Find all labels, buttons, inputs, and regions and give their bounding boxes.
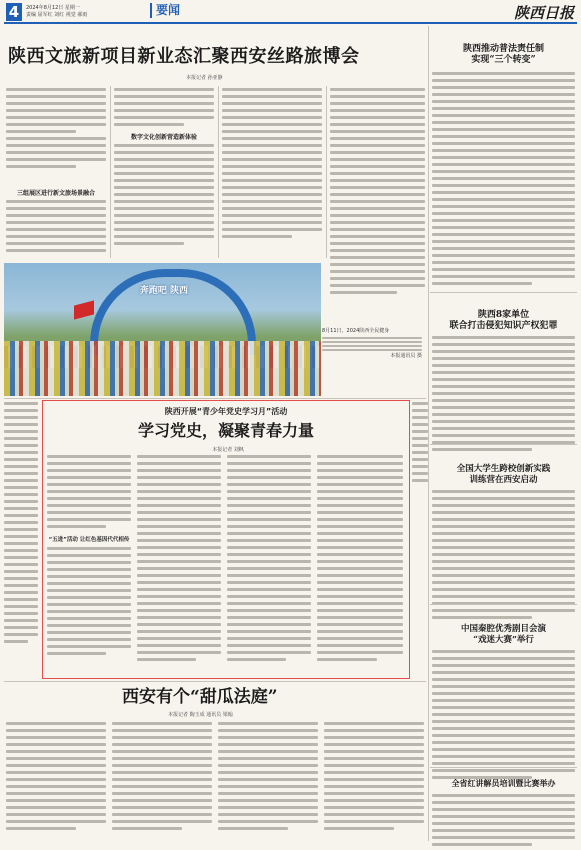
page-number: 4 xyxy=(6,3,22,21)
section-label: 要闻 xyxy=(150,3,216,18)
lead-headline: 陕西文旅新项目新业态汇聚西安丝路旅博会 xyxy=(8,46,360,67)
lead-byline: 本报记者 孙亚静 xyxy=(186,75,223,81)
newspaper-logo: 陕西日报 xyxy=(513,4,574,22)
boxed-column-3 xyxy=(227,455,311,673)
editor-line: 责编 屈军红 刘红 视觉 郝雨 xyxy=(26,12,88,18)
boxed-column-1 xyxy=(47,455,131,673)
bottom-column-3 xyxy=(218,722,318,840)
red-flag xyxy=(74,300,94,319)
boxed-column-2 xyxy=(137,455,221,673)
right-article-4-title: 中国秦腔优秀剧目会演 “戏迷大赛”举行 xyxy=(460,624,546,645)
right-article-2-title: 陕西8家单位 联合打击侵犯知识产权犯罪 xyxy=(449,310,558,331)
lead-subhead-1: 三组展区进行新文旅场景融合 xyxy=(16,190,95,197)
right-article-5-title: 全省红讲解员培训暨比赛举办 xyxy=(451,778,556,788)
photo-caption: 8月11日，2024陕西全民健身 本报通讯员 摄 xyxy=(322,328,422,359)
bottom-headline: 西安有个“甜瓜法庭” xyxy=(122,687,278,707)
right-article-1-title: 陕西推动普法责任制 实现“三个转变” xyxy=(462,44,544,65)
header-info xyxy=(26,5,136,19)
boxed-headline: 学习党史，凝聚青春力量 xyxy=(137,421,314,440)
bottom-column-1 xyxy=(6,722,106,840)
boxed-kicker: 陕西开展“青少年党史学习月”活动 xyxy=(164,407,288,416)
boxed-subhead: “五进”活动 让红色基因代代相传 xyxy=(48,537,130,543)
runner-crowd xyxy=(4,341,321,396)
boxed-byline: 本报记者 刘枫 xyxy=(212,447,244,453)
boxed-column-4 xyxy=(317,455,403,673)
date-line: 2024年8月12日 星期一 xyxy=(26,5,80,11)
bottom-column-2 xyxy=(112,722,212,840)
lead-subhead-2: 数字文化创新营造新体验 xyxy=(130,134,197,141)
arch-banner-text: 奔跑吧 陕西 xyxy=(139,286,189,296)
lead-column-4 xyxy=(330,82,425,322)
lead-column-2 xyxy=(114,82,214,262)
right-article-3-title: 全国大学生跨校创新实践 训练营在西安启动 xyxy=(456,464,551,485)
lead-column-1 xyxy=(6,82,106,262)
boxed-article xyxy=(42,400,410,679)
right-news-column xyxy=(430,22,577,843)
lead-column-3 xyxy=(222,82,322,262)
right-filler-column xyxy=(412,402,428,676)
left-filler-column xyxy=(4,402,38,676)
marathon-photo xyxy=(4,263,321,396)
bottom-column-4 xyxy=(324,722,424,840)
bottom-byline: 本报记者 陶玉成 通讯员 梁翰 xyxy=(168,712,233,718)
